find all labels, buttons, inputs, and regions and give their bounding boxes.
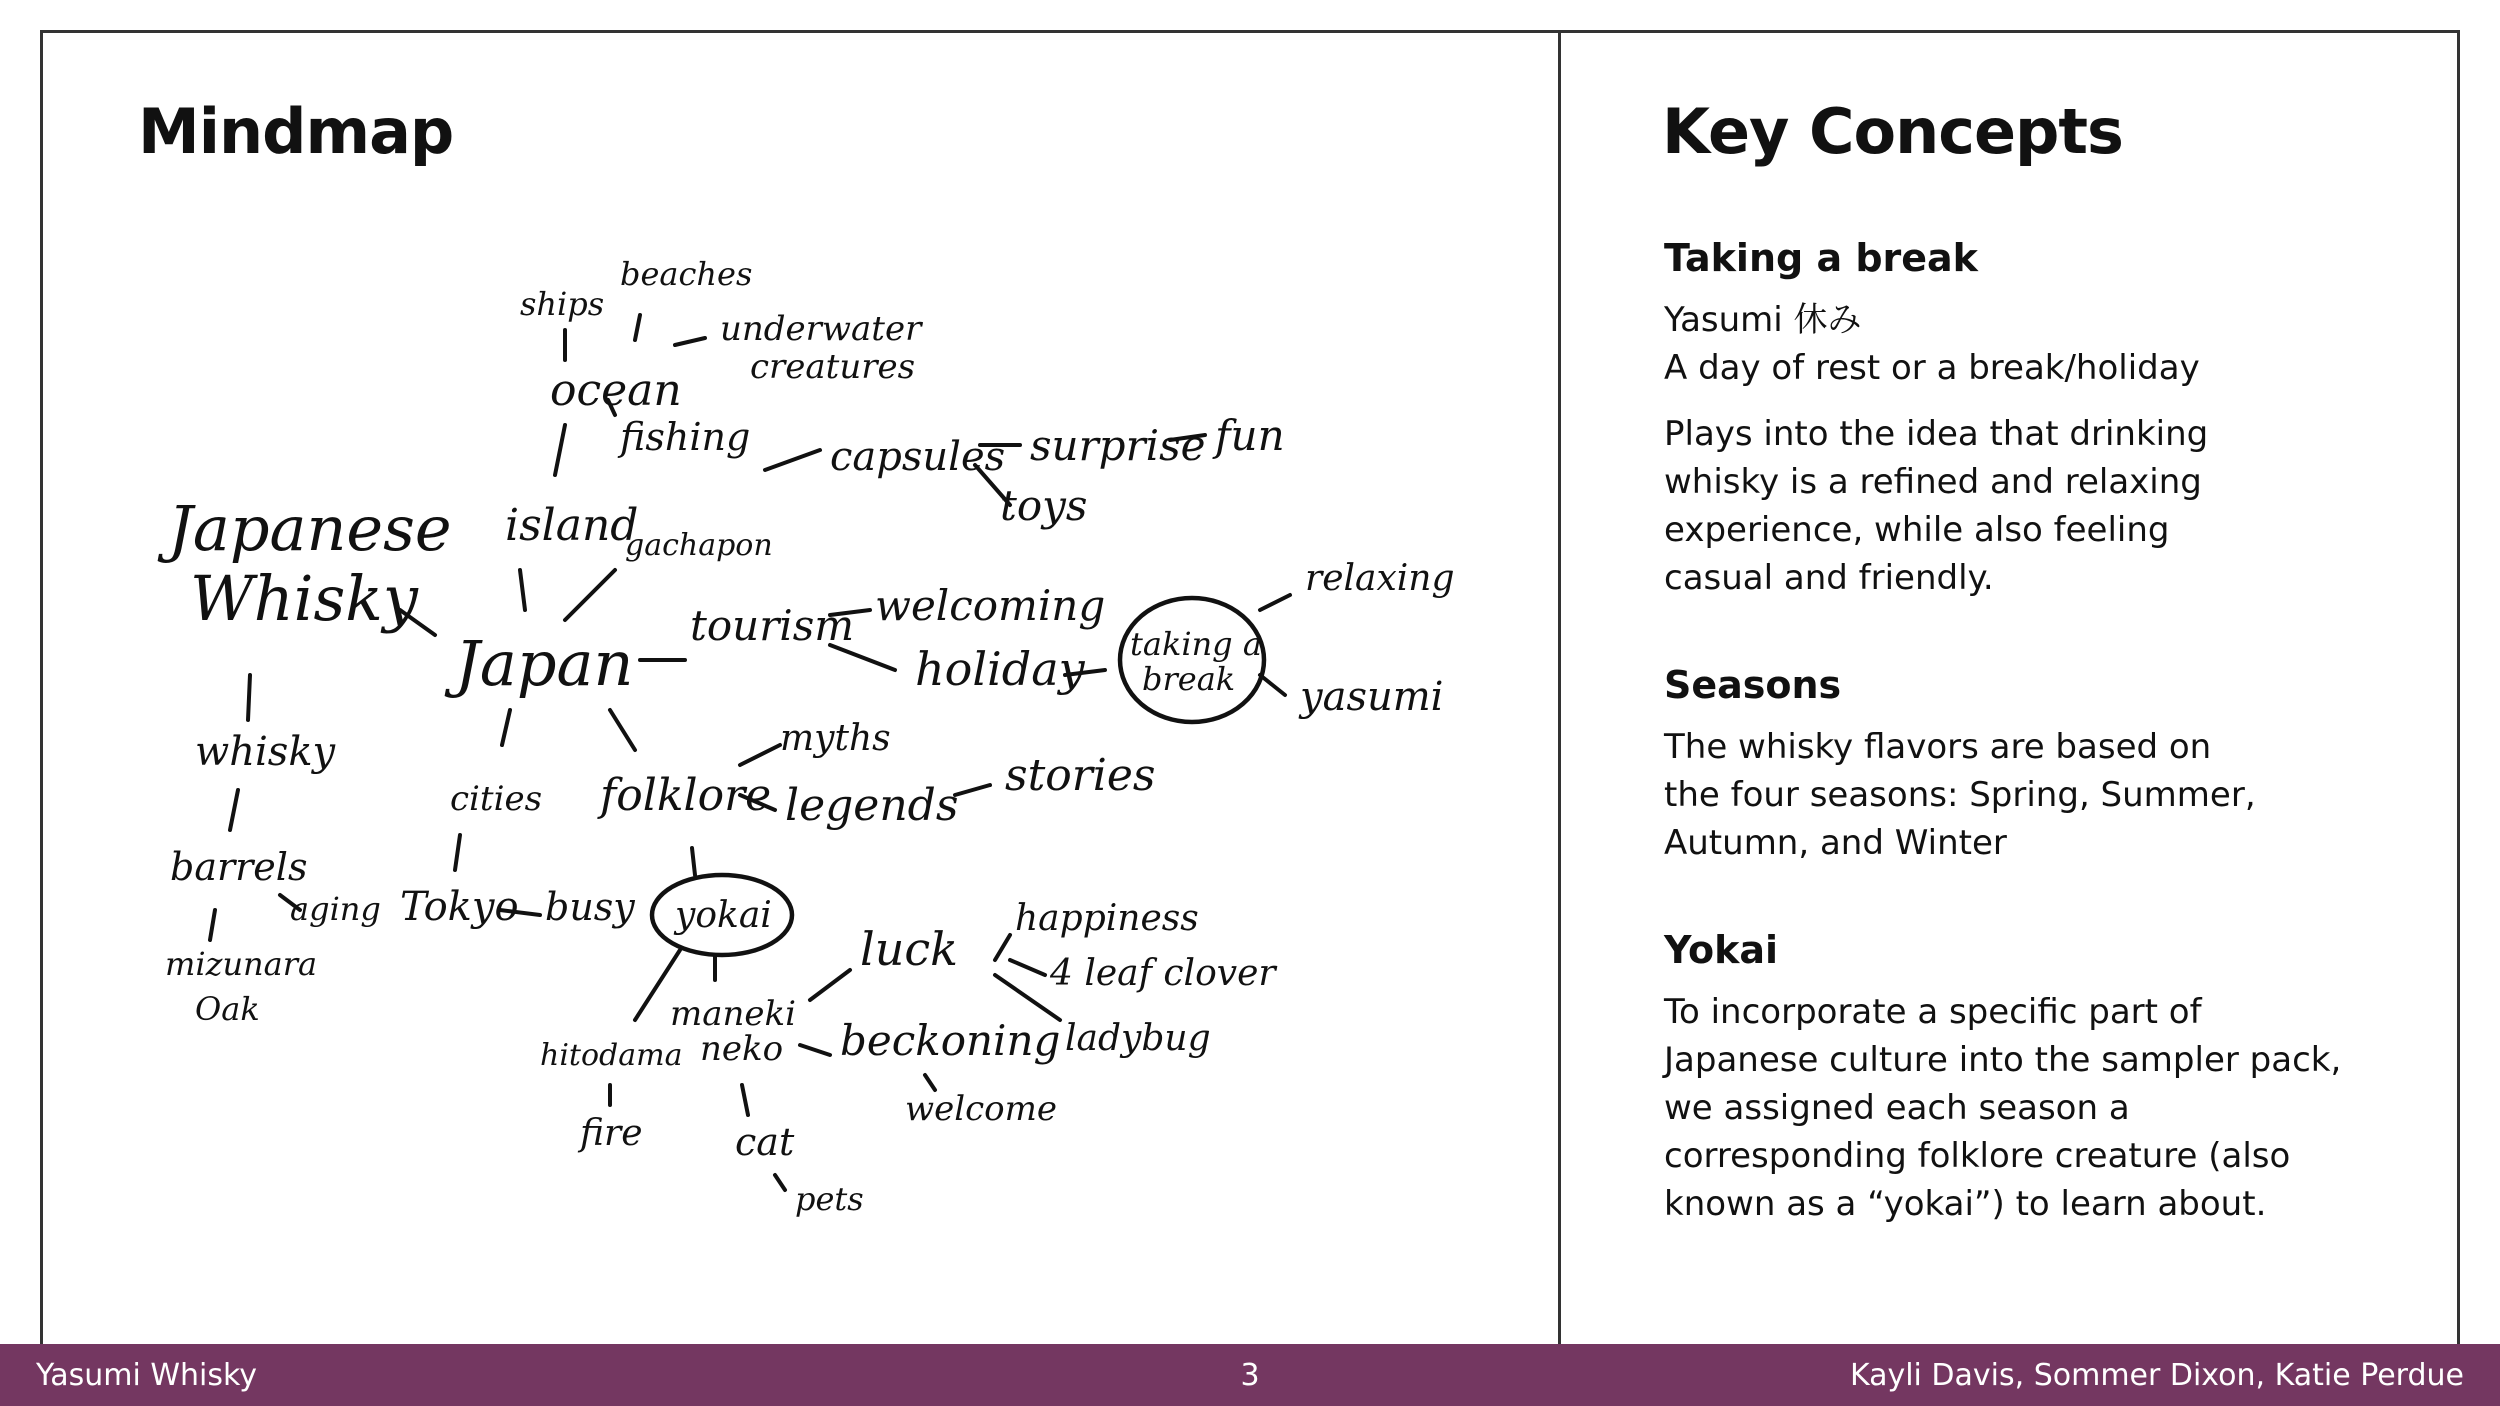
mindmap-title: Mindmap (138, 95, 454, 168)
concept-description: The whisky flavors are based on the four seasons: Spring, Summer, Autumn, and Winter (1664, 727, 2256, 863)
edge-maneki-luck (810, 970, 850, 1000)
node-island: island (505, 500, 639, 551)
edge-luck-clover (1010, 960, 1045, 975)
node-fishing: fishing (620, 415, 751, 459)
node-myths: myths (780, 718, 891, 759)
node-4-leaf-clover: 4 leaf clover (1050, 953, 1276, 994)
concept-description: To incorporate a specific part of Japanese culture into the sampler pack, we assigned each season a corresponding folklore creature (also known as a “yokai”) to learn about. (1664, 992, 2342, 1224)
edge-folklore-myths (740, 745, 780, 765)
footer-project-name: Yasumi Whisky (36, 1358, 258, 1393)
edge-luck-happiness (995, 935, 1010, 960)
node-luck: luck (860, 922, 958, 976)
concept-heading: Seasons (1664, 663, 1842, 707)
concept-heading: Taking a break (1664, 236, 1978, 280)
edge-taking-break-relaxing (1260, 595, 1290, 610)
node-ladybug: ladybug (1065, 1018, 1211, 1059)
concept-yokai (1664, 922, 2424, 1228)
footer-authors: Kayli Davis, Sommer Dixon, Katie Perdue (1849, 1358, 2464, 1393)
node-aging: aging (290, 890, 381, 928)
edge-cities-tokyo (455, 835, 460, 870)
edge-taking-break-yasumi (1260, 675, 1285, 695)
edge-legends-stories (955, 785, 990, 795)
edge-barrels-mizunara (210, 910, 215, 940)
mindmap-nodes (157, 255, 1455, 1218)
node-oak: Oak (195, 990, 260, 1028)
node-japanese: Japanese (168, 492, 452, 565)
node-stories: stories (1005, 750, 1156, 801)
node-yasumi: yasumi (1300, 674, 1444, 720)
node-gachapon: gachapon (625, 528, 773, 563)
node-holiday: holiday (915, 642, 1085, 696)
node-yokai: yokai (675, 895, 772, 936)
edge-ocean-underwater (675, 338, 705, 345)
node-relaxing: relaxing (1305, 558, 1455, 599)
node-cities: cities (450, 779, 543, 819)
edge-ocean-beaches (635, 315, 640, 340)
node-fun: fun (1215, 411, 1285, 460)
node-ships: ships (520, 285, 605, 323)
node-underwater: underwater (720, 309, 922, 349)
edge-japan-cities (502, 710, 510, 745)
node-toys: toys (1000, 481, 1088, 530)
edge-island-ocean (555, 425, 565, 475)
node-fire: fire (580, 1113, 643, 1154)
node-capsules: capsules (830, 434, 1006, 480)
edge-japan-island (520, 570, 525, 610)
key-concepts-title: Key Concepts (1662, 95, 2123, 168)
node-cat: cat (735, 1120, 795, 1164)
node-mizunara: mizunara (165, 945, 318, 983)
footer-page-number: 3 (1240, 1358, 1260, 1393)
edge-japanese-whisky-whisky (248, 675, 250, 720)
node-maneki: maneki (670, 994, 797, 1034)
node-creatures: creatures (750, 347, 916, 387)
node-beckoning: beckoning (840, 1016, 1061, 1065)
node-barrels: barrels (170, 845, 308, 889)
node-japan: Japan (455, 627, 634, 700)
node-tourism: tourism (690, 601, 855, 650)
node-break: break (1142, 660, 1236, 698)
edge-cat-pets (775, 1175, 785, 1190)
node-pets: pets (795, 1180, 864, 1218)
node-welcoming: welcoming (875, 581, 1106, 630)
edge-folklore-yokai (692, 848, 695, 875)
node-whisky-title: Whisky (190, 562, 418, 635)
concept-description: Plays into the idea that drinking whisky is a refined and relaxing experience, while also feeling casual and friendly. (1664, 414, 2209, 598)
edge-japan-gachapon (565, 570, 615, 620)
node-taking-a: taking a (1130, 625, 1262, 663)
edge-gachapon-capsules (765, 450, 820, 470)
edge-whisky-barrels (230, 790, 238, 830)
node-beaches: beaches (620, 255, 753, 293)
key-concepts-list (1664, 230, 2424, 1283)
mindmap-sketch (130, 220, 1500, 1280)
node-busy: busy (545, 885, 635, 929)
node-welcome: welcome (905, 1089, 1057, 1129)
node-surprise: surprise (1030, 421, 1206, 470)
footer-bar (0, 1344, 2500, 1406)
concept-definition: Yasumi 休み A day of rest or a break/holiday (1664, 300, 2200, 388)
node-ocean: ocean (550, 365, 682, 416)
concept-seasons (1664, 657, 2424, 867)
node-whisky: whisky (195, 729, 336, 775)
node-folklore: folklore (600, 770, 772, 821)
column-divider (1558, 30, 1561, 1350)
edge-japan-folklore (610, 710, 635, 750)
node-neko: neko (700, 1029, 784, 1069)
node-hitodama: hitodama (540, 1038, 683, 1073)
node-tokyo: Tokyo (400, 884, 519, 930)
concept-taking-a-break (1664, 230, 2424, 602)
edge-maneki-beckoning (800, 1045, 830, 1055)
node-legends: legends (785, 780, 959, 831)
edge-maneki-cat (742, 1085, 748, 1115)
concept-heading: Yokai (1664, 928, 1779, 972)
edge-beckoning-welcome (925, 1075, 935, 1090)
node-happiness: happiness (1015, 898, 1199, 939)
